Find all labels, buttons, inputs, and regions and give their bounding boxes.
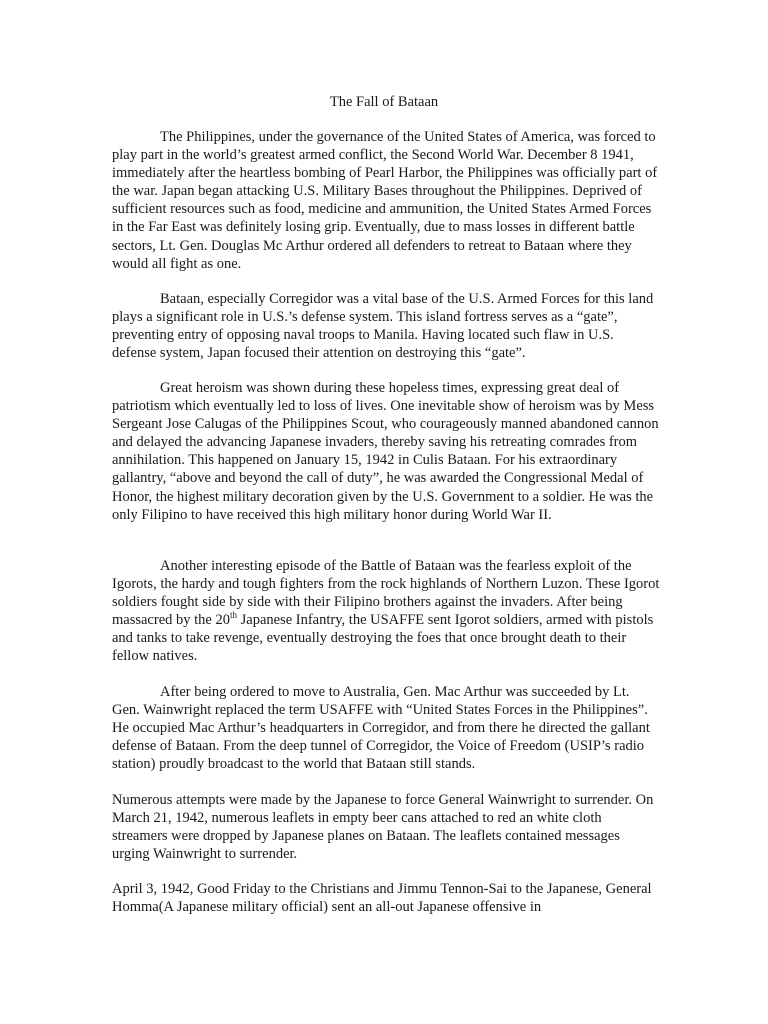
page-title: The Fall of Bataan bbox=[329, 94, 439, 110]
paragraph-igorots bbox=[112, 557, 660, 666]
paragraph-igorots-text-before: Another interesting episode of the Battle of Bataan was the fearless exploit of the Igorots, the hardy and tough fighters from the rock highlands of Northern Luzon. These Igorot soldiers fought side by side with their Filipino brothers against the invaders. After being massacred by the 20 bbox=[112, 558, 660, 629]
ordinal-suffix: th bbox=[229, 610, 237, 621]
paragraph-wainwright: After being ordered to move to Australia, Gen. Mac Arthur was succeeded by Lt. Gen. Wainwright replaced the term USAFFE with “United States Forces in the Philippines”. He occupied Mac Arthur’s headquarters in Corregidor, and from there he directed the gallant defense of Bataan. From the deep tunnel of Corregidor, the Voice of Freedom (USIP’s radio station) proudly broadcast to the world that Bataan still stands. bbox=[112, 684, 650, 773]
paragraph-surrender-attempts: Numerous attempts were made by the Japanese to force General Wainwright to surrender. On March 21, 1942, numerous leaflets in empty beer cans attached to red an white cloth streamers were dropped by Japanese planes on Bataan. The leaflets contained messages urging Wainwright to surrender. bbox=[112, 792, 654, 863]
paragraph-heroism: Great heroism was shown during these hopeless times, expressing great deal of patriotism which eventually led to loss of lives. One inevitable show of heroism was by Mess Sergeant Jose Calugas of the Philippines Scout, who courageously manned abandoned cannon and delayed the advancing Japanese invaders, thereby saving his retreating comrades from annihilation. This happened on January 15, 1942 in Culis Bataan. For his extraordinary gallantry, “above and beyond the call of duty”, he was awarded the Congressional Medal of Honor, the highest military decoration given by the U.S. Government to a soldier. He was the only Filipino to have received this high military honor during World War II. bbox=[112, 380, 659, 523]
paragraph-good-friday: April 3, 1942, Good Friday to the Christians and Jimmu Tennon-Sai to the Japanese, General Homma(A Japanese military official) sent an all-out Japanese offensive in bbox=[112, 881, 652, 916]
paragraph-corregidor: Bataan, especially Corregidor was a vital base of the U.S. Armed Forces for this land plays a significant role in U.S.’s defense system. This island fortress serves as a “gate”, preventing entry of opposing naval troops to Manila. Having located such flaw in U.S. defense system, Japan focused their attention on destroying this “gate”. bbox=[112, 291, 654, 362]
paragraph-igorots-text-after: Japanese Infantry, the USAFFE sent Igorot soldiers, armed with pistols and tanks to take revenge, eventually destroying the foes that once brought death to their fellow natives. bbox=[112, 612, 654, 665]
paragraph-intro: The Philippines, under the governance of the United States of America, was forced to play part in the world’s greatest armed conflict, the Second World War. December 8 1941, immediately after the heartless bombing of Pearl Harbor, the Philippines was officially part of the war. Japan began attacking U.S. Military Bases throughout the Philippines. Deprived of sufficient resources such as food, medicine and ammunition, the United States Armed Forces in the Far East was definitely losing grip. Eventually, due to mass losses in different battle sectors, Lt. Gen. Douglas Mc Arthur ordered all defenders to retreat to Bataan where they would all fight as one. bbox=[112, 129, 658, 272]
